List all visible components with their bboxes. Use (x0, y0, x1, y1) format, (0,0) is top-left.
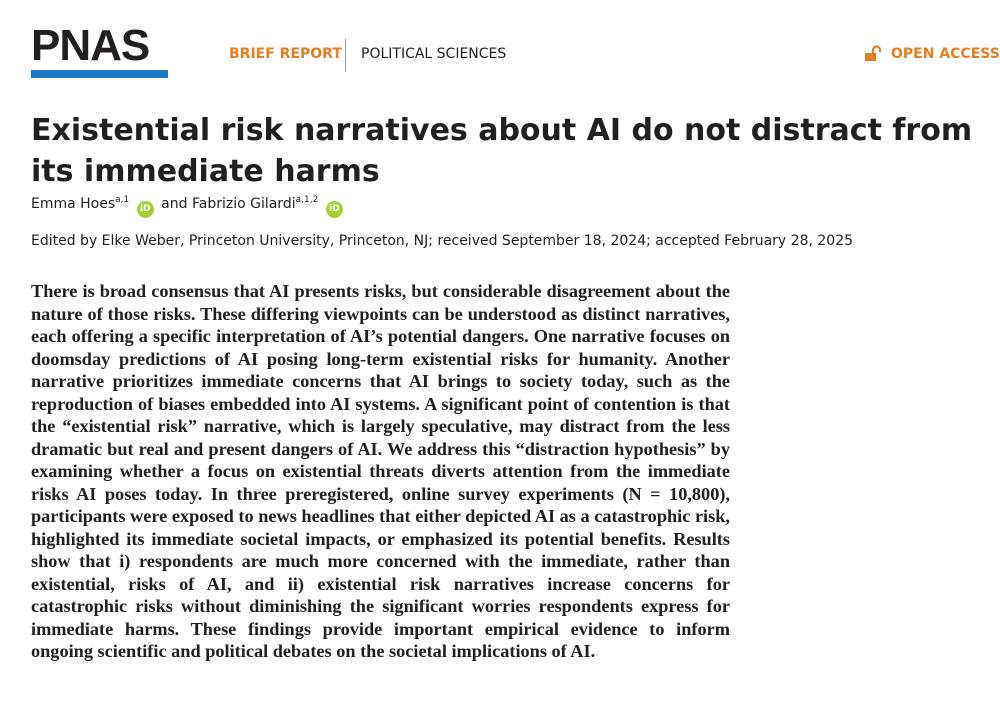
author-conjunction: and (161, 196, 188, 212)
open-access-label: OPEN ACCESS (891, 45, 1000, 62)
abstract-text: There is broad consensus that AI presents risks, but considerable disagreement about the nature of those risks. These differing viewpoints can be understood as distinct narratives, each offering a specific interpretation of AI’s potential dangers. One narrative focuses on doomsday predictions of AI posing long-term existential risks for humanity. Another narrative prioritizes immediate concerns that AI brings to society today, such as the reproduction of biases embedded into AI systems. A significant point of contention is that the “existential risk” narrative, which is largely speculative, may distract from the less dramatic but real and present dangers of AI. We address this “distraction hypothesis” by examining whether a focus on existential threats diverts attention from the immediate risks AI poses today. In three preregistered, online survey experiments (N = 10,800), participants were exposed to news headlines that either depicted AI as a catastrophic risk, highlighted its immediate societal impacts, or emphasized its potential benefits. Results show that i) respondents are much more concerned with the immediate, rather than existential, risks of AI, and ii) existential risk narratives increase concerns for catastrophic risks without diminishing the significant worries respondents express for immediate harms. These findings provide important empirical evidence to inform ongoing scientific and political debates on the societal implications of AI. (31, 281, 730, 661)
orcid-icon[interactable]: iD (137, 201, 154, 218)
author-affiliation[interactable]: a,1,2 (295, 195, 319, 205)
open-access-badge[interactable] (864, 45, 1000, 62)
section-label[interactable]: POLITICAL SCIENCES (361, 46, 507, 62)
author-name[interactable]: Emma Hoes (31, 196, 116, 212)
journal-logo[interactable]: PNAS (31, 21, 150, 70)
header-divider (345, 39, 346, 72)
article-type-label[interactable]: BRIEF REPORT (229, 46, 342, 62)
author-list (31, 195, 346, 218)
editor-dates-line: Edited by Elke Weber, Princeton University, Princeton, NJ; received September 18, 2024; accepted February 28, 2025 (31, 233, 854, 249)
logo-underline-bar (31, 70, 168, 78)
author-affiliation[interactable]: a,1 (115, 195, 130, 205)
article-title: Existential risk narratives about AI do not distract from its immediate harms (31, 113, 973, 189)
author-name[interactable]: Fabrizio Gilardi (191, 196, 296, 212)
open-lock-icon (864, 45, 882, 62)
orcid-icon[interactable]: iD (326, 201, 343, 218)
